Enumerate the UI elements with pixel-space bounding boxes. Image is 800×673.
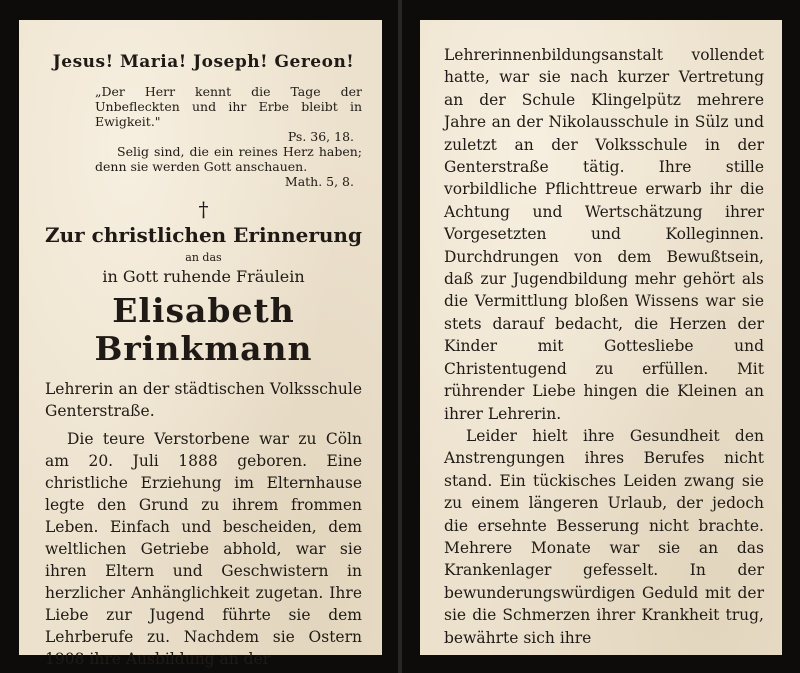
quote-matthew: Selig sind, die ein reines Herz haben; denn sie werden Gott anschauen.	[95, 144, 362, 174]
right-page	[402, 0, 800, 673]
subtitle-text: in Gott ruhende Fräulein	[102, 267, 305, 286]
invocation-header: Jesus! Maria! Joseph! Gereon!	[52, 52, 355, 72]
quote-matthew-ref: Math. 5, 8.	[284, 174, 354, 189]
quote-psalm: „Der Herr kennt die Tage der Unbefleckten und ihr Erbe bleibt in Ewigkeit."	[95, 84, 362, 129]
quote-psalm-ref: Ps. 36, 18.	[287, 129, 354, 144]
biography-text-left: Die teure Verstorbene war zu Cöln am 20. Juli 1888 geboren. Eine christliche Erziehung im Elternhause legte den Grund zu ihrem frommen Leben. Einfach und bescheiden, dem weltlichen Getriebe abhold, war sie ihren Eltern und Geschwistern in herzlicher Anhänglichkeit zugetan. Ihre Liebe zur Jugend führte sie dem Lehrberufe zu. Nachdem sie Ostern 1908 ihre Ausbildung an der	[45, 430, 362, 668]
right-page-paper	[420, 20, 782, 655]
deceased-role: Lehrerin an der städtischen Volksschule Genterstraße.	[45, 380, 362, 420]
memorial-title: Zur christlichen Erinnerung	[45, 223, 362, 247]
cross-icon: †	[198, 197, 209, 221]
deceased-name: Elisabeth Brinkmann	[94, 291, 313, 368]
biography-text-right-p2: Leider hielt ihre Gesundheit den Anstrengungen ihres Berufes nicht stand. Ein tückisches Leiden zwang sie zu einem längeren Urlaub, der jedoch die ersehnte Besserung nicht brachte. Mehrere Monate war sie an das Krankenlager gefesselt. In der bewunderungswürdigen Geduld mit der sie die Schmerzen ihrer Krankheit trug, bewährte sich ihre	[444, 426, 764, 647]
biography-text-right-p1: Lehrerinnenbildungsanstalt vollendet hatte, war sie nach kurzer Vertretung an der Schule Klingelpütz mehrere Jahre an der Nikolausschule in Sülz und zuletzt an der Volksschule in der Genterstraße tätig. Ihre stille vorbildliche Pflichttreue erwarb ihr die Achtung und Wertschätzung ihrer Vorgesetzten und Kolleginnen. Durchdrungen von dem Bewußtsein, daß zur Jugendbildung mehr gehört als die Vermittlung bloßen Wissens war sie stets darauf bedacht, die Herzen der Kinder mit Gottesliebe und Christentugend zu erfüllen. Mit rührender Liebe hingen die Kleinen an ihrer Lehrerin.	[444, 46, 764, 423]
left-page	[0, 0, 398, 673]
left-page-paper	[19, 20, 382, 668]
scripture-quotes	[95, 84, 362, 189]
an-das-text: an das	[185, 251, 222, 264]
